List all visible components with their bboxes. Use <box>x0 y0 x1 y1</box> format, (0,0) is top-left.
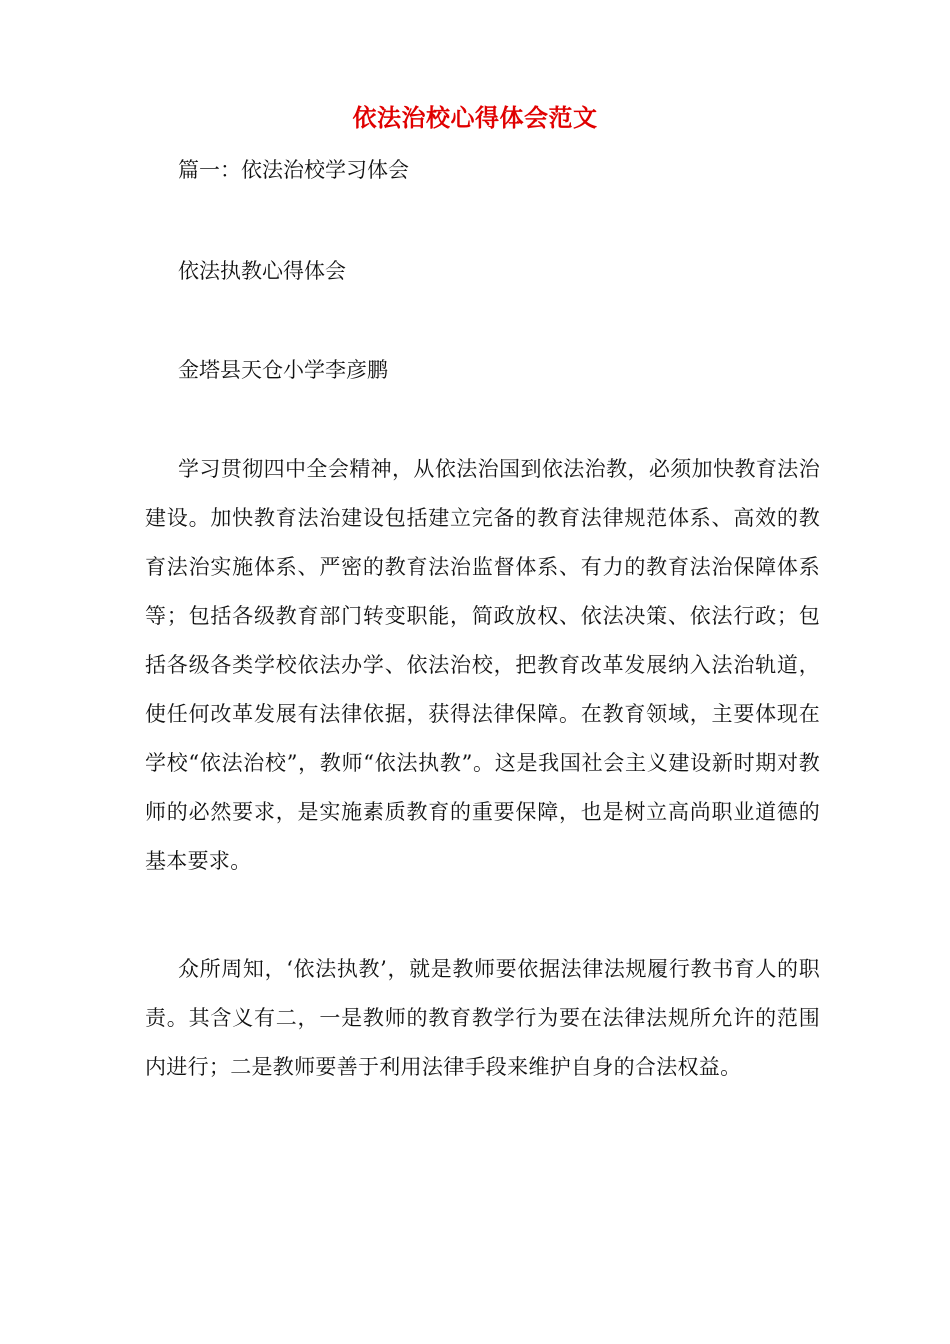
paragraph-2: 众所周知，‘依法执教’，就是教师要依据法律法规履行教书育人的职责。其含义有二，一是教师的教育教学行为要在法律法规所允许的范围内进行；二是教师要善于利用法律手段来维护自身的合法权益。 <box>145 957 820 1079</box>
section-heading: 篇一：依法治校学习体会 <box>178 158 409 182</box>
document-title: 依法治校心得体会范文 <box>352 103 598 132</box>
author-line: 金塔县天仓小学李彦鹏 <box>178 358 388 382</box>
paragraph-1: 学习贯彻四中全会精神，从依法治国到依法治教，必须加快教育法治建设。加快教育法治建设包括建立完备的教育法律规范体系、高效的教育法治实施体系、严密的教育法治监督体系、有力的教育法治保障体系等；包括各级教育部门转变职能，简政放权、依法决策、依法行政；包括各级各类学校依法办学、依法治校，把教育改革发展纳入法治轨道，使任何改革发展有法律依据，获得法律保障。在教育领域，主要体现在学校“依法治校”，教师“依法执教”。这是我国社会主义建设新时期对教师的必然要求，是实施素质教育的重要保障，也是树立高尚职业道德的基本要求。 <box>145 457 820 873</box>
subheading: 依法执教心得体会 <box>178 259 346 283</box>
